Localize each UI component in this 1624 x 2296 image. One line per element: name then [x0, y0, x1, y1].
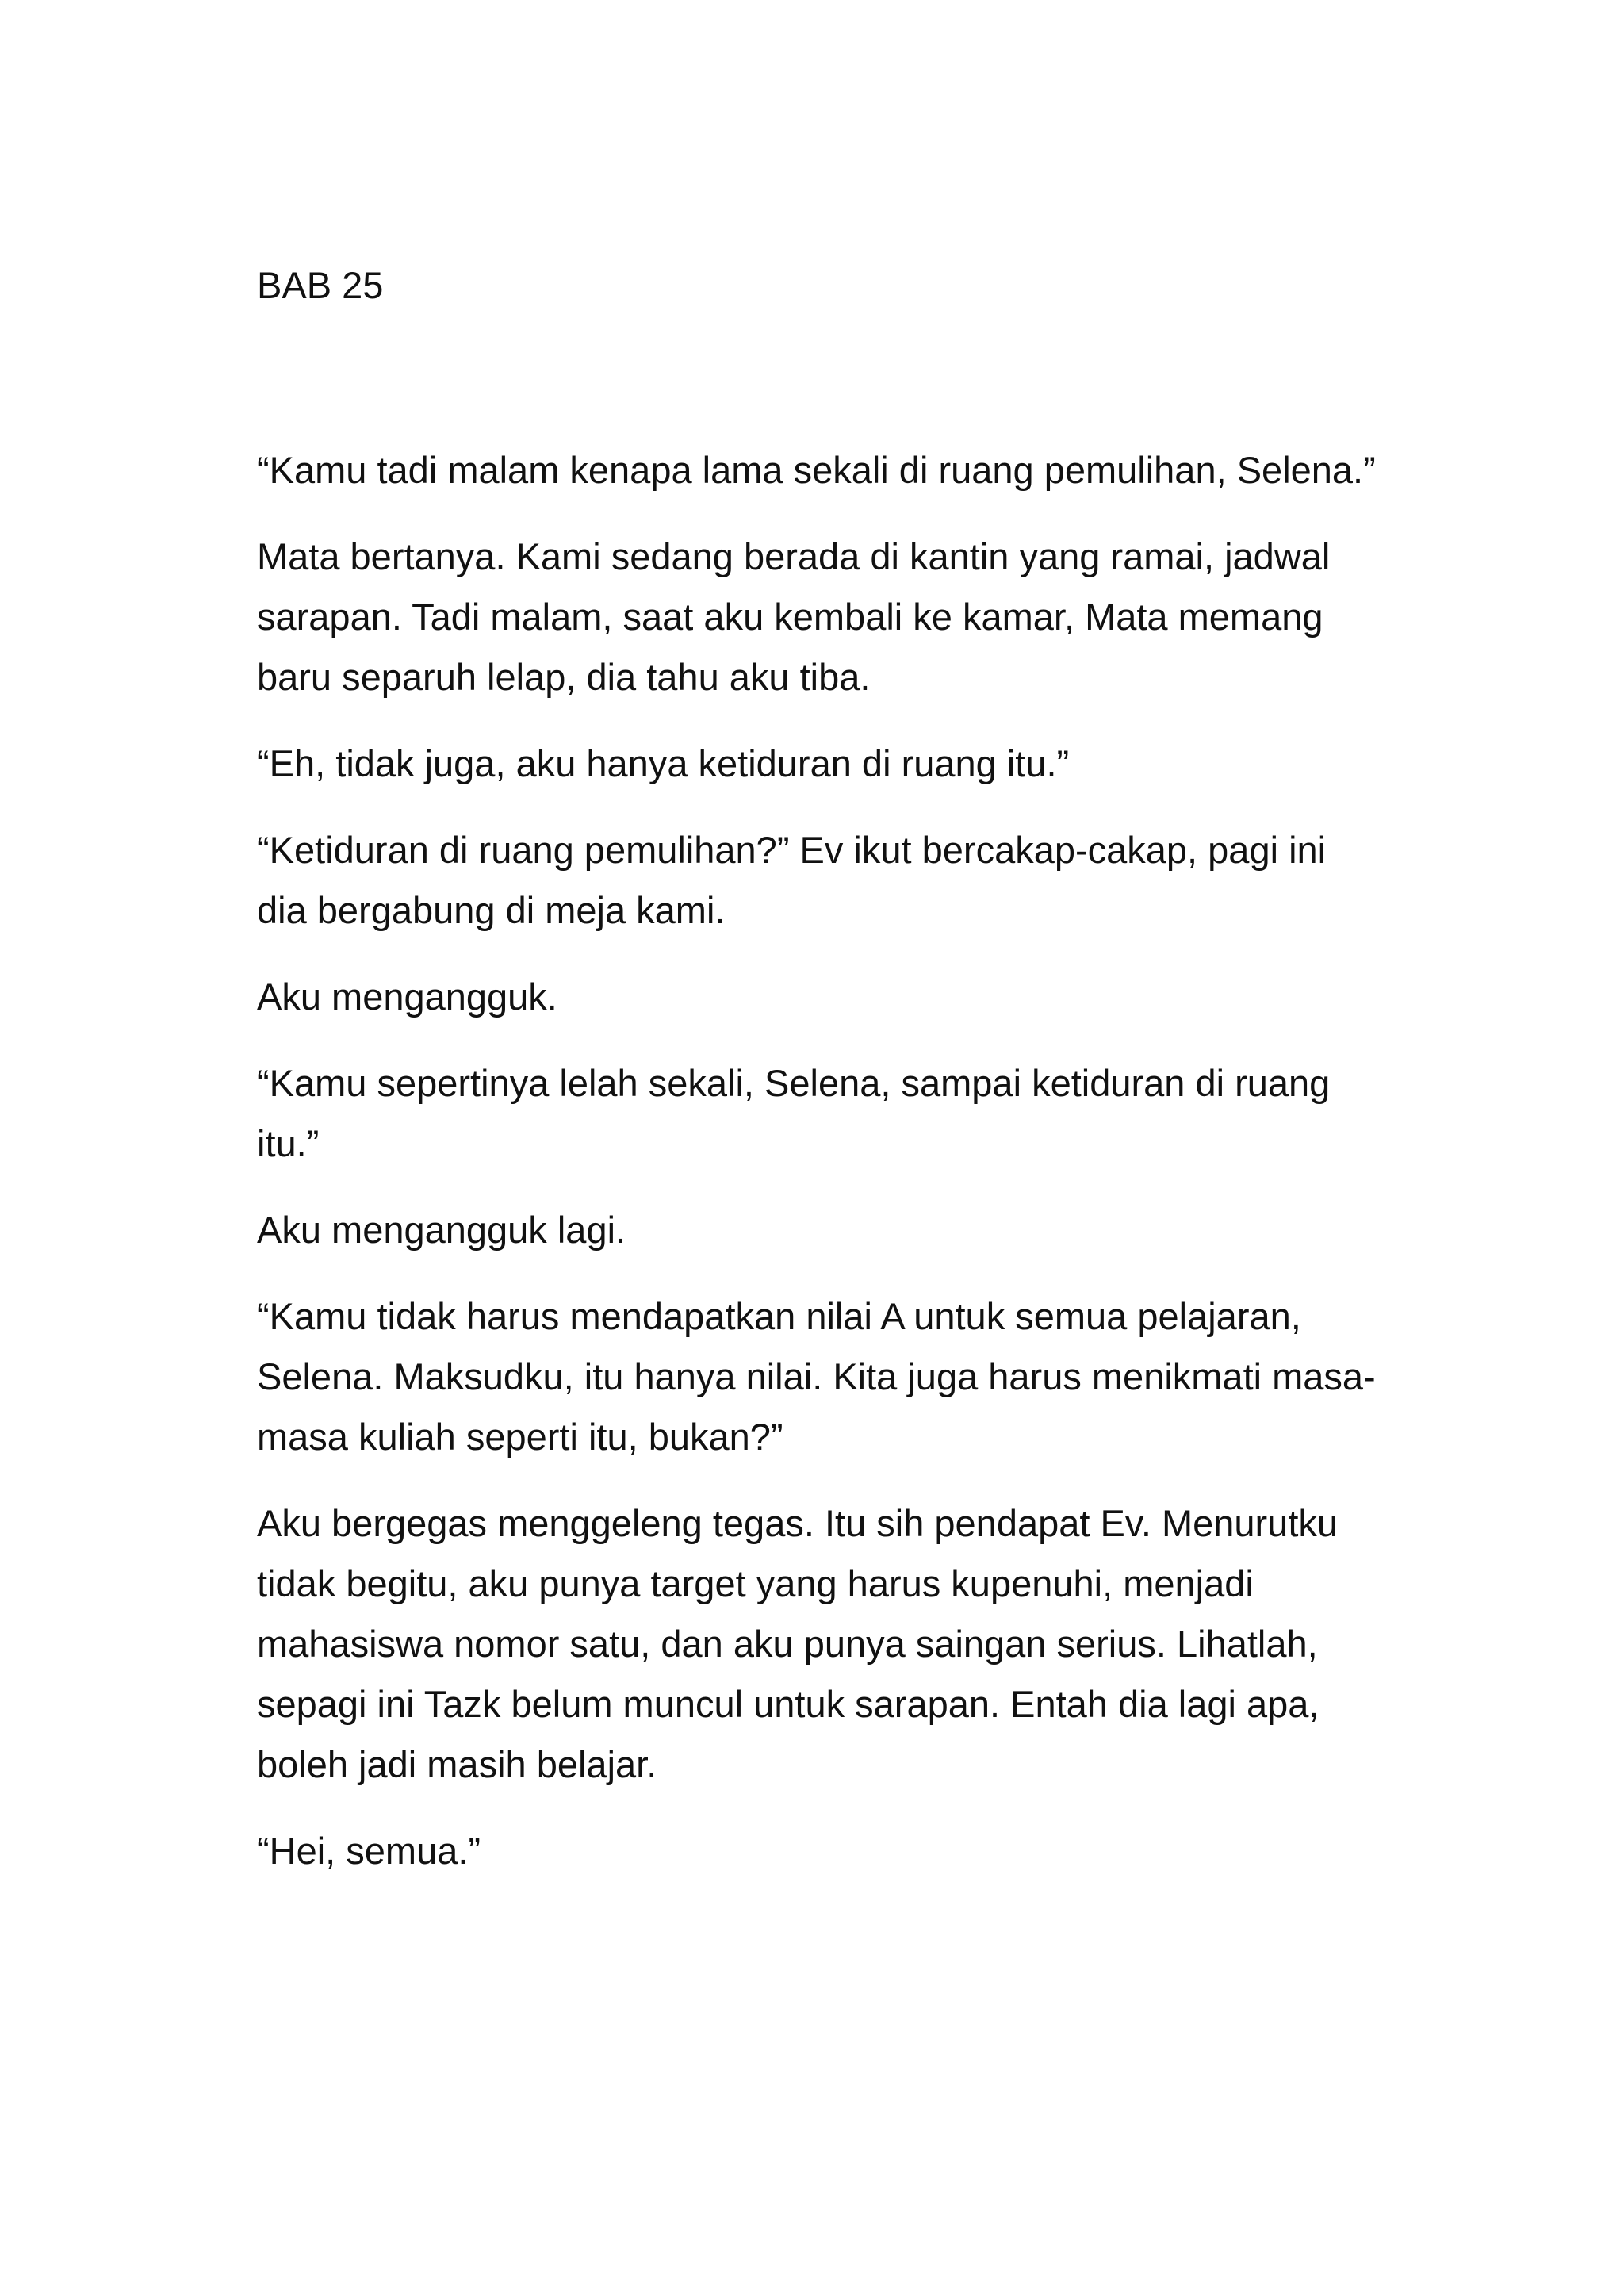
paragraph-7: Aku mengangguk lagi. — [257, 1209, 626, 1251]
paragraph-8: “Kamu tidak harus mendapatkan nilai A untuk semua pelajaran, Selena. Maksudku, itu hanya nilai. Kita juga harus menikmati masa-masa kuliah seperti itu, bukan?” — [257, 1295, 1376, 1458]
paragraph-5: Aku mengangguk. — [257, 976, 557, 1018]
chapter-title: BAB 25 — [257, 264, 384, 306]
page-content — [257, 254, 1383, 1907]
paragraph-9: Aku bergegas menggeleng tegas. Itu sih pendapat Ev. Menurutku tidak begitu, aku punya target yang harus kupenuhi, menjadi mahasiswa nomor satu, dan aku punya saingan serius. Lihatlah, sepagi ini Tazk belum muncul untuk sarapan. Entah dia lagi apa, boleh jadi masih belajar. — [257, 1502, 1339, 1785]
paragraph-6: “Kamu sepertinya lelah sekali, Selena, sampai ketiduran di ruang itu.” — [257, 1062, 1331, 1164]
paragraph-4: “Ketiduran di ruang pemulihan?” Ev ikut bercakap-cakap, pagi ini dia bergabung di meja kami. — [257, 829, 1327, 931]
paragraph-1: “Kamu tadi malam kenapa lama sekali di ruang pemulihan, Selena.” — [257, 449, 1376, 491]
paragraph-2: Mata bertanya. Kami sedang berada di kantin yang ramai, jadwal sarapan. Tadi malam, saat aku kembali ke kamar, Mata memang baru separuh lelap, dia tahu aku tiba. — [257, 535, 1331, 698]
paragraph-10: “Hei, semua.” — [257, 1830, 481, 1872]
paragraph-3: “Eh, tidak juga, aku hanya ketiduran di ruang itu.” — [257, 742, 1070, 784]
